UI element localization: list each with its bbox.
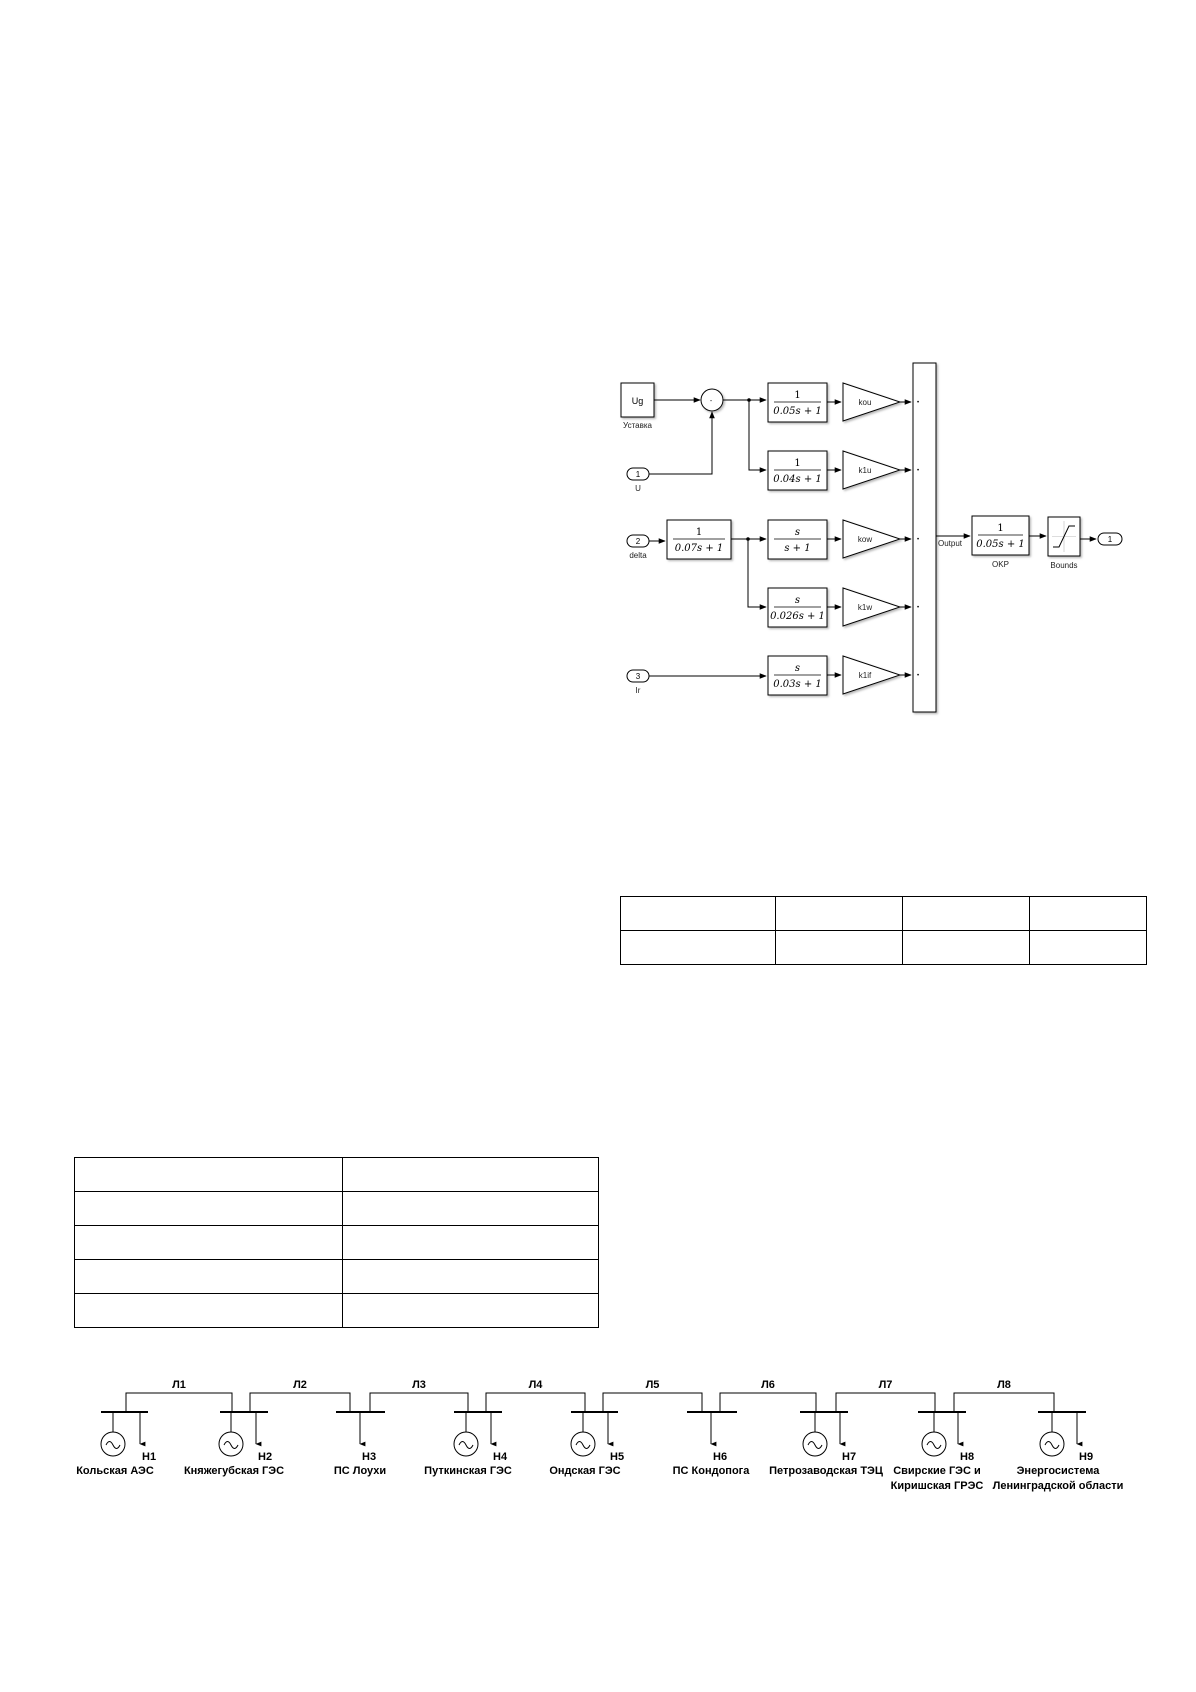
line-L4 [486, 1379, 585, 1412]
inport-2 [627, 535, 649, 560]
inport-3-caption: Ir [635, 686, 641, 695]
gain-block-2 [843, 451, 900, 489]
node-name: ПС Лоухи [333, 1465, 387, 1477]
filter-block-1 [768, 383, 827, 422]
table-row [75, 1294, 599, 1328]
delta-filter-block [667, 520, 731, 559]
svg-text:0.04s + 1: 0.04s + 1 [773, 474, 822, 485]
svg-text:s + 1: s + 1 [784, 543, 811, 554]
svg-text:1: 1 [997, 523, 1004, 534]
grid-node [673, 1412, 751, 1477]
node-name: Княжегубская ГЭС [183, 1465, 285, 1477]
inport-1-caption: U [635, 484, 641, 493]
grid-node [891, 1412, 984, 1492]
grid-node [334, 1412, 386, 1477]
okp-block [972, 516, 1029, 569]
line-L2 [250, 1379, 350, 1412]
setpoint-caption: Уставка [623, 421, 652, 430]
values-table [74, 1157, 599, 1328]
svg-text:kou: kou [858, 398, 872, 407]
load-label: Н5 [610, 1451, 625, 1463]
inport-1 [627, 468, 649, 493]
grid-node [184, 1412, 284, 1477]
svg-text:1: 1 [635, 470, 641, 479]
parameters-table [620, 896, 1147, 965]
inport-2-caption: delta [629, 551, 647, 560]
node-name: ПС Кондопога [672, 1465, 750, 1477]
sum-block [701, 389, 723, 411]
node-name: Ондская ГЭС [549, 1465, 621, 1477]
svg-text:k1u: k1u [858, 466, 872, 475]
line-L8 [954, 1379, 1054, 1412]
load-label: Н7 [842, 1451, 857, 1463]
generator-icon [922, 1432, 946, 1456]
svg-text:•: • [917, 537, 920, 543]
setpoint-value: Ug [631, 396, 644, 406]
load-label: Н3 [362, 1451, 377, 1463]
generator-icon [219, 1432, 243, 1456]
gain-block-1 [843, 383, 900, 421]
line-label: Л1 [172, 1379, 186, 1391]
svg-text:1: 1 [794, 390, 801, 401]
table-row [75, 1192, 599, 1226]
table-row [75, 1226, 599, 1260]
load-label: Н1 [142, 1451, 157, 1463]
line-label: Л8 [997, 1379, 1011, 1391]
saturation-block [1048, 517, 1080, 570]
node-name: Петрозаводская ТЭЦ [769, 1465, 883, 1477]
load-label: Н8 [960, 1451, 975, 1463]
line-label: Л3 [412, 1379, 426, 1391]
line-L6 [720, 1379, 816, 1412]
svg-text:1: 1 [794, 458, 801, 469]
load-label: Н2 [258, 1451, 273, 1463]
line-label: Л6 [761, 1379, 775, 1391]
node-name: Путкинская ГЭС [424, 1465, 512, 1477]
svg-text:0.026s + 1: 0.026s + 1 [770, 611, 825, 622]
generator-icon [454, 1432, 478, 1456]
svg-text:1: 1 [1107, 535, 1113, 544]
okp-caption: OKP [992, 560, 1009, 569]
outport-1 [1098, 533, 1122, 545]
svg-text:0.05s + 1: 0.05s + 1 [773, 406, 822, 417]
inport-3 [627, 670, 649, 695]
grid-node [76, 1412, 156, 1477]
gain-block-3 [843, 520, 900, 558]
generator-icon [101, 1432, 125, 1456]
svg-text:1: 1 [695, 527, 703, 538]
svg-text:kow: kow [857, 535, 873, 544]
line-L7 [836, 1379, 935, 1412]
table-row [75, 1260, 599, 1294]
filter-block-5 [768, 656, 827, 695]
line-label: Л2 [293, 1379, 307, 1391]
node-name: Энергосистема [1016, 1465, 1100, 1477]
grid-node [769, 1412, 883, 1477]
svg-text:•: • [917, 673, 920, 679]
svg-text:3: 3 [635, 672, 641, 681]
filter-block-3 [768, 520, 827, 559]
load-label: Н6 [713, 1451, 728, 1463]
line-L3 [370, 1379, 468, 1412]
line-label: Л5 [645, 1379, 660, 1391]
svg-text:•: • [917, 605, 920, 611]
line-label: Л7 [878, 1379, 893, 1391]
generator-icon [803, 1432, 827, 1456]
grid-node [993, 1412, 1124, 1492]
node-name: Свирские ГЭС и [893, 1465, 981, 1477]
sum-sign: - [709, 398, 713, 405]
mux-output-label: Output [937, 539, 963, 548]
filter-block-4 [768, 588, 827, 627]
line-L5 [603, 1379, 702, 1412]
svg-text:s: s [794, 663, 801, 674]
setpoint-block [621, 383, 654, 430]
svg-text:s: s [794, 527, 801, 538]
svg-text:s: s [794, 595, 801, 606]
load-label: Н9 [1079, 1451, 1094, 1463]
svg-text:k1w: k1w [857, 603, 873, 612]
simulink-diagram [0, 0, 1196, 760]
grid-node [424, 1412, 512, 1477]
table-row [621, 897, 1147, 931]
node-name: Кольская АЭС [76, 1465, 154, 1477]
generator-icon [571, 1432, 595, 1456]
svg-text:•: • [917, 468, 920, 474]
saturation-caption: Bounds [1050, 561, 1078, 570]
svg-text:2: 2 [635, 537, 641, 546]
gain-block-5 [843, 656, 900, 694]
table-row [75, 1158, 599, 1192]
svg-text:0.03s + 1: 0.03s + 1 [773, 679, 822, 690]
load-label: Н4 [493, 1451, 508, 1463]
mux-block [913, 363, 936, 712]
gain-block-4 [843, 588, 900, 626]
generator-icon [1040, 1432, 1064, 1456]
node-name: Ленинградской области [992, 1480, 1124, 1492]
node-name: Киришская ГРЭС [890, 1480, 984, 1492]
line-label: Л4 [528, 1379, 543, 1391]
grid-node [549, 1412, 624, 1477]
table-row [621, 931, 1147, 965]
svg-text:•: • [917, 400, 920, 406]
svg-text:0.07s + 1: 0.07s + 1 [674, 543, 724, 554]
filter-block-2 [768, 451, 827, 490]
svg-text:0.05s + 1: 0.05s + 1 [976, 539, 1025, 550]
svg-text:k1if: k1if [858, 671, 872, 680]
line-L1 [126, 1379, 232, 1412]
